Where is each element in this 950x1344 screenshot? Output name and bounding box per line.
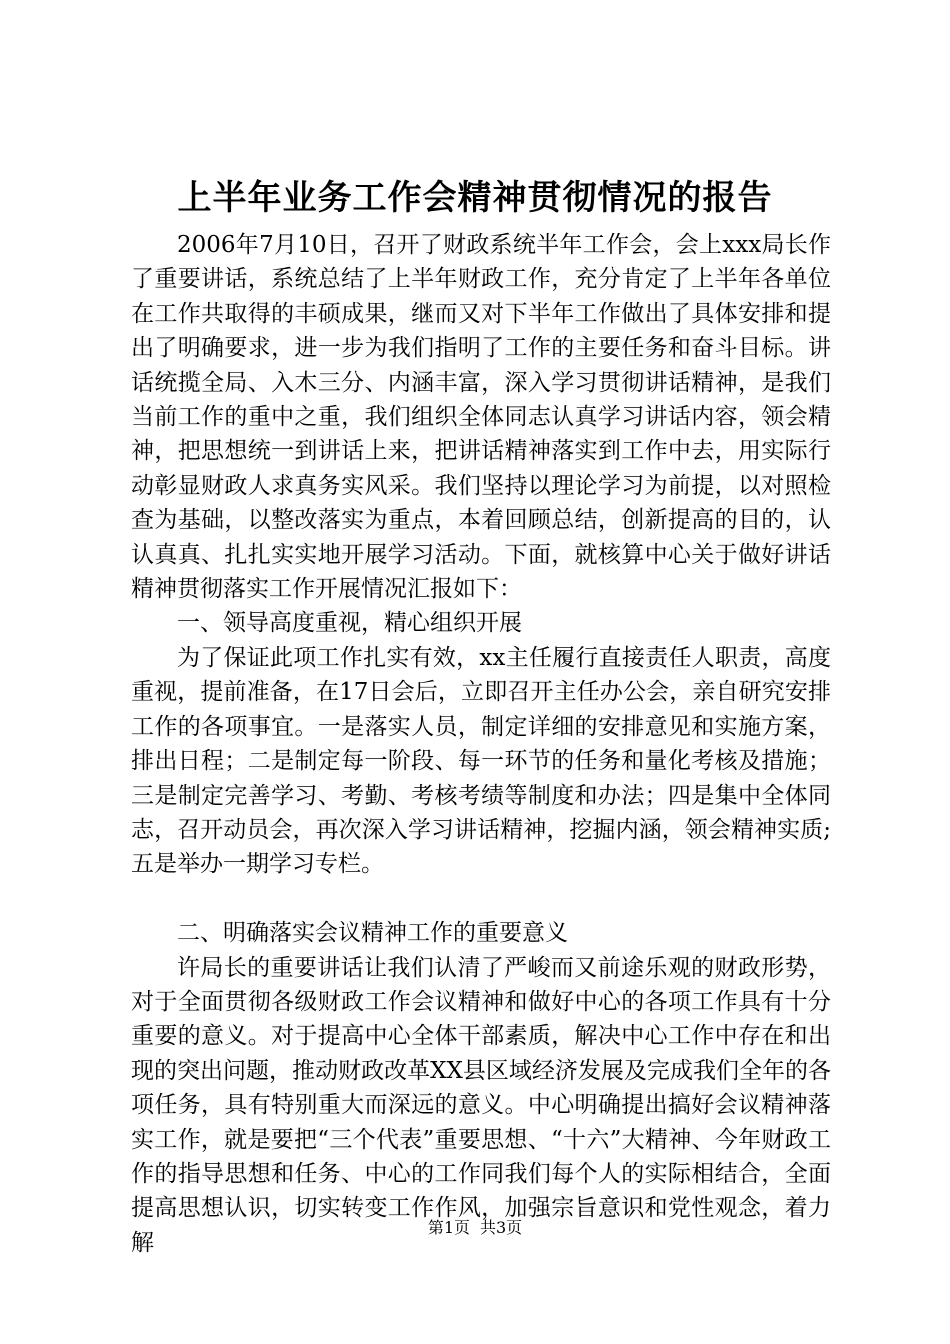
section-2-paragraph: 许局长的重要讲话让我们认清了严峻而又前途乐观的财政形势，对于全面贯彻各级财政工作会议精神和做好中心的各项工作具有十分重要的意义。对于提高中心全体干部素质，解决中心工作中存在和出现的突出问题，推动财政改革XX县区域经济发展及完成我们全年的各项任务，具有特别重大而深远的意义。中心明确提出搞好会议精神落实工作，就是要把“三个代表”重要思想、“十六”大精神、今年财政工作的指导思想和任务、中心的工作同我们每个人的实际相结合，全面提高思想认识，切实转变工作作风，加强宗旨意识和党性观念，着力解 xyxy=(131,954,831,1256)
intro-paragraph: 2006年7月10日，召开了财政系统半年工作会，会上xxx局长作了重要讲话，系统总结了上半年财政工作，充分肯定了上半年各单位在工作共取得的丰硕成果，继而又对下半年工作做出了具体安排和提出了明确要求，进一步为我们指明了工作的主要任务和奋斗目标。讲话统揽全局、入木三分、内涵丰富，深入学习贯彻讲话精神，是我们当前工作的重中之重，我们组织全体同志认真学习讲话内容，领会精神，把思想统一到讲话上来，把讲话精神落实到工作中去，用实际行动彰显财政人求真务实风采。我们坚持以理论学习为前提，以对照检查为基础，以整改落实为重点，本着回顾总结，创新提高的目的，认认真真、扎扎实实地开展学习活动。下面，就核算中心关于做好讲话精神贯彻落实工作开展情况汇报如下： xyxy=(131,232,831,603)
section-heading-1: 一、领导高度重视，精心组织开展 xyxy=(177,610,522,637)
document-title: 上半年业务工作会精神贯彻情况的报告 xyxy=(177,178,773,218)
section-heading-2: 二、明确落实会议精神工作的重要意义 xyxy=(177,920,568,947)
page-number-current: 第1页 xyxy=(427,1218,470,1237)
document-body xyxy=(131,228,831,1260)
section-1-paragraph: 为了保证此项工作扎实有效，xx主任履行直接责任人职责，高度重视，提前准备，在17日会后，立即召开主任办公会，亲自研究安排工作的各项事宜。一是落实人员，制定详细的安排意见和实施方案，排出日程；二是制定每一阶段、每一环节的任务和量化考核及措施；三是制定完善学习、考勤、考核考绩等制度和办法；四是集中全体同志，召开动员会，再次深入学习讲话精神，挖掘内涵，领会精神实质;五是举办一期学习专栏。 xyxy=(131,644,831,878)
page-number-total: 共3页 xyxy=(480,1218,523,1237)
page-footer xyxy=(0,1218,950,1238)
blank-line xyxy=(131,882,831,916)
